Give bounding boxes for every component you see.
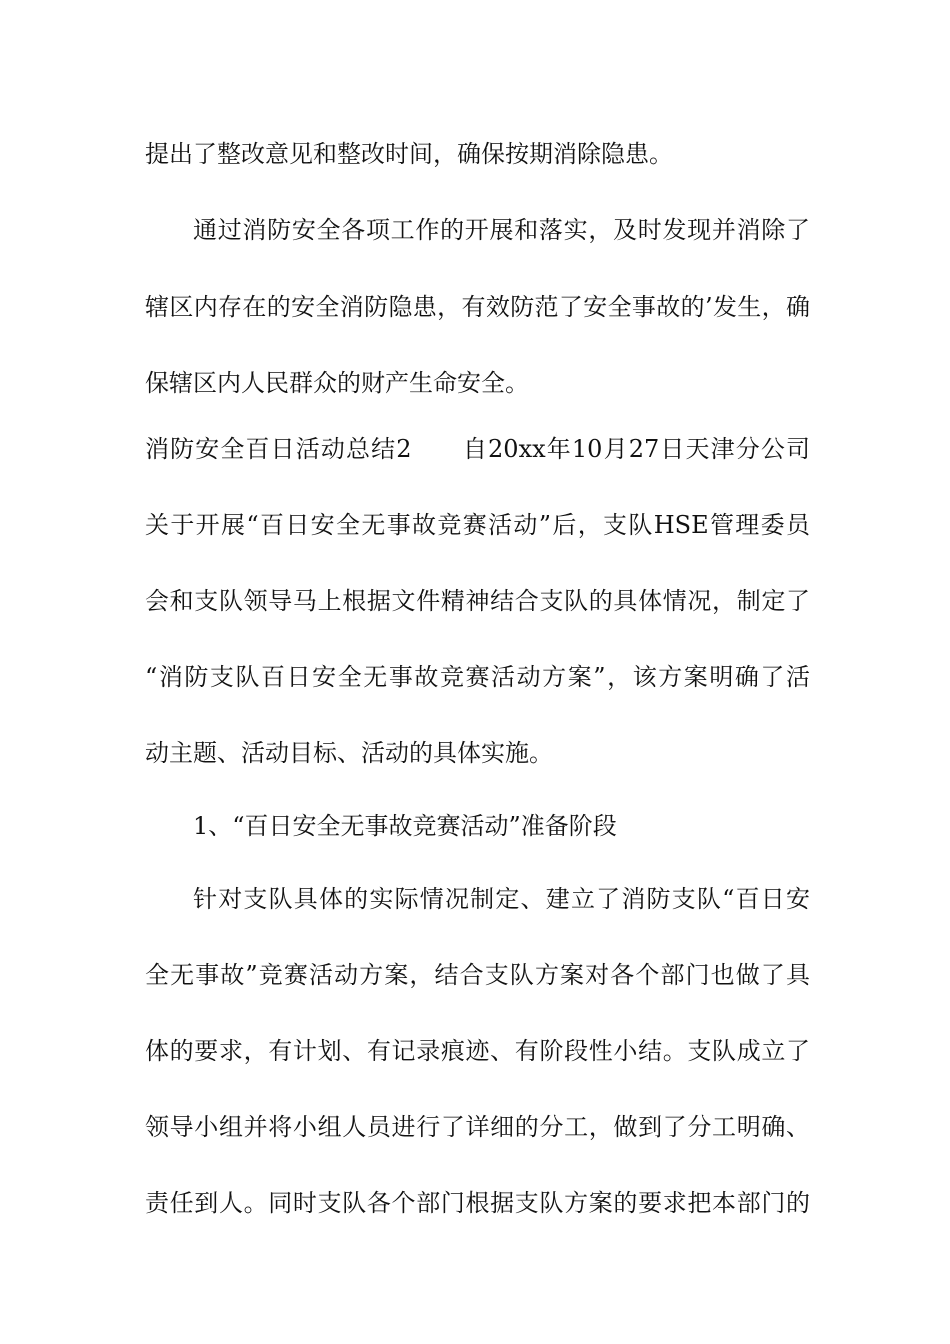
text-line: “消防支队百日安全无事故竞赛活动方案”，该方案明确了活 [145, 663, 810, 691]
text-line: 会和支队领导马上根据文件精神结合支队的具体情况，制定了 [145, 587, 810, 615]
paragraph-line: 通过消防安全各项工作的开展和落实，及时发现并消除了 [193, 216, 810, 244]
text-line: 保辖区内人民群众的财产生命安全。 [145, 369, 529, 397]
paragraph-line: 针对支队具体的实际情况制定、建立了消防支队“百日安 [193, 885, 810, 913]
section-heading-line: 消防安全百日活动总结2 自20xx年10月27日天津分公司 [145, 435, 810, 463]
text-line: 动主题、活动目标、活动的具体实施。 [145, 739, 553, 767]
text-line: 体的要求，有计划、有记录痕迹、有阶段性小结。支队成立了 [145, 1037, 810, 1065]
numbered-heading: 1、“百日安全无事故竞赛活动”准备阶段 [193, 812, 617, 840]
text-line: 提出了整改意见和整改时间，确保按期消除隐患。 [145, 140, 673, 168]
text-line: 领导小组并将小组人员进行了详细的分工，做到了分工明确、 [145, 1113, 810, 1141]
text-line: 全无事故”竞赛活动方案，结合支队方案对各个部门也做了具 [145, 961, 810, 989]
text-line: 关于开展“百日安全无事故竞赛活动”后，支队HSE管理委员 [145, 511, 810, 539]
text-line: 辖区内存在的安全消防隐患，有效防范了安全事故的’发生，确 [145, 293, 810, 321]
text-line: 责任到人。同时支队各个部门根据支队方案的要求把本部门的 [145, 1189, 810, 1217]
